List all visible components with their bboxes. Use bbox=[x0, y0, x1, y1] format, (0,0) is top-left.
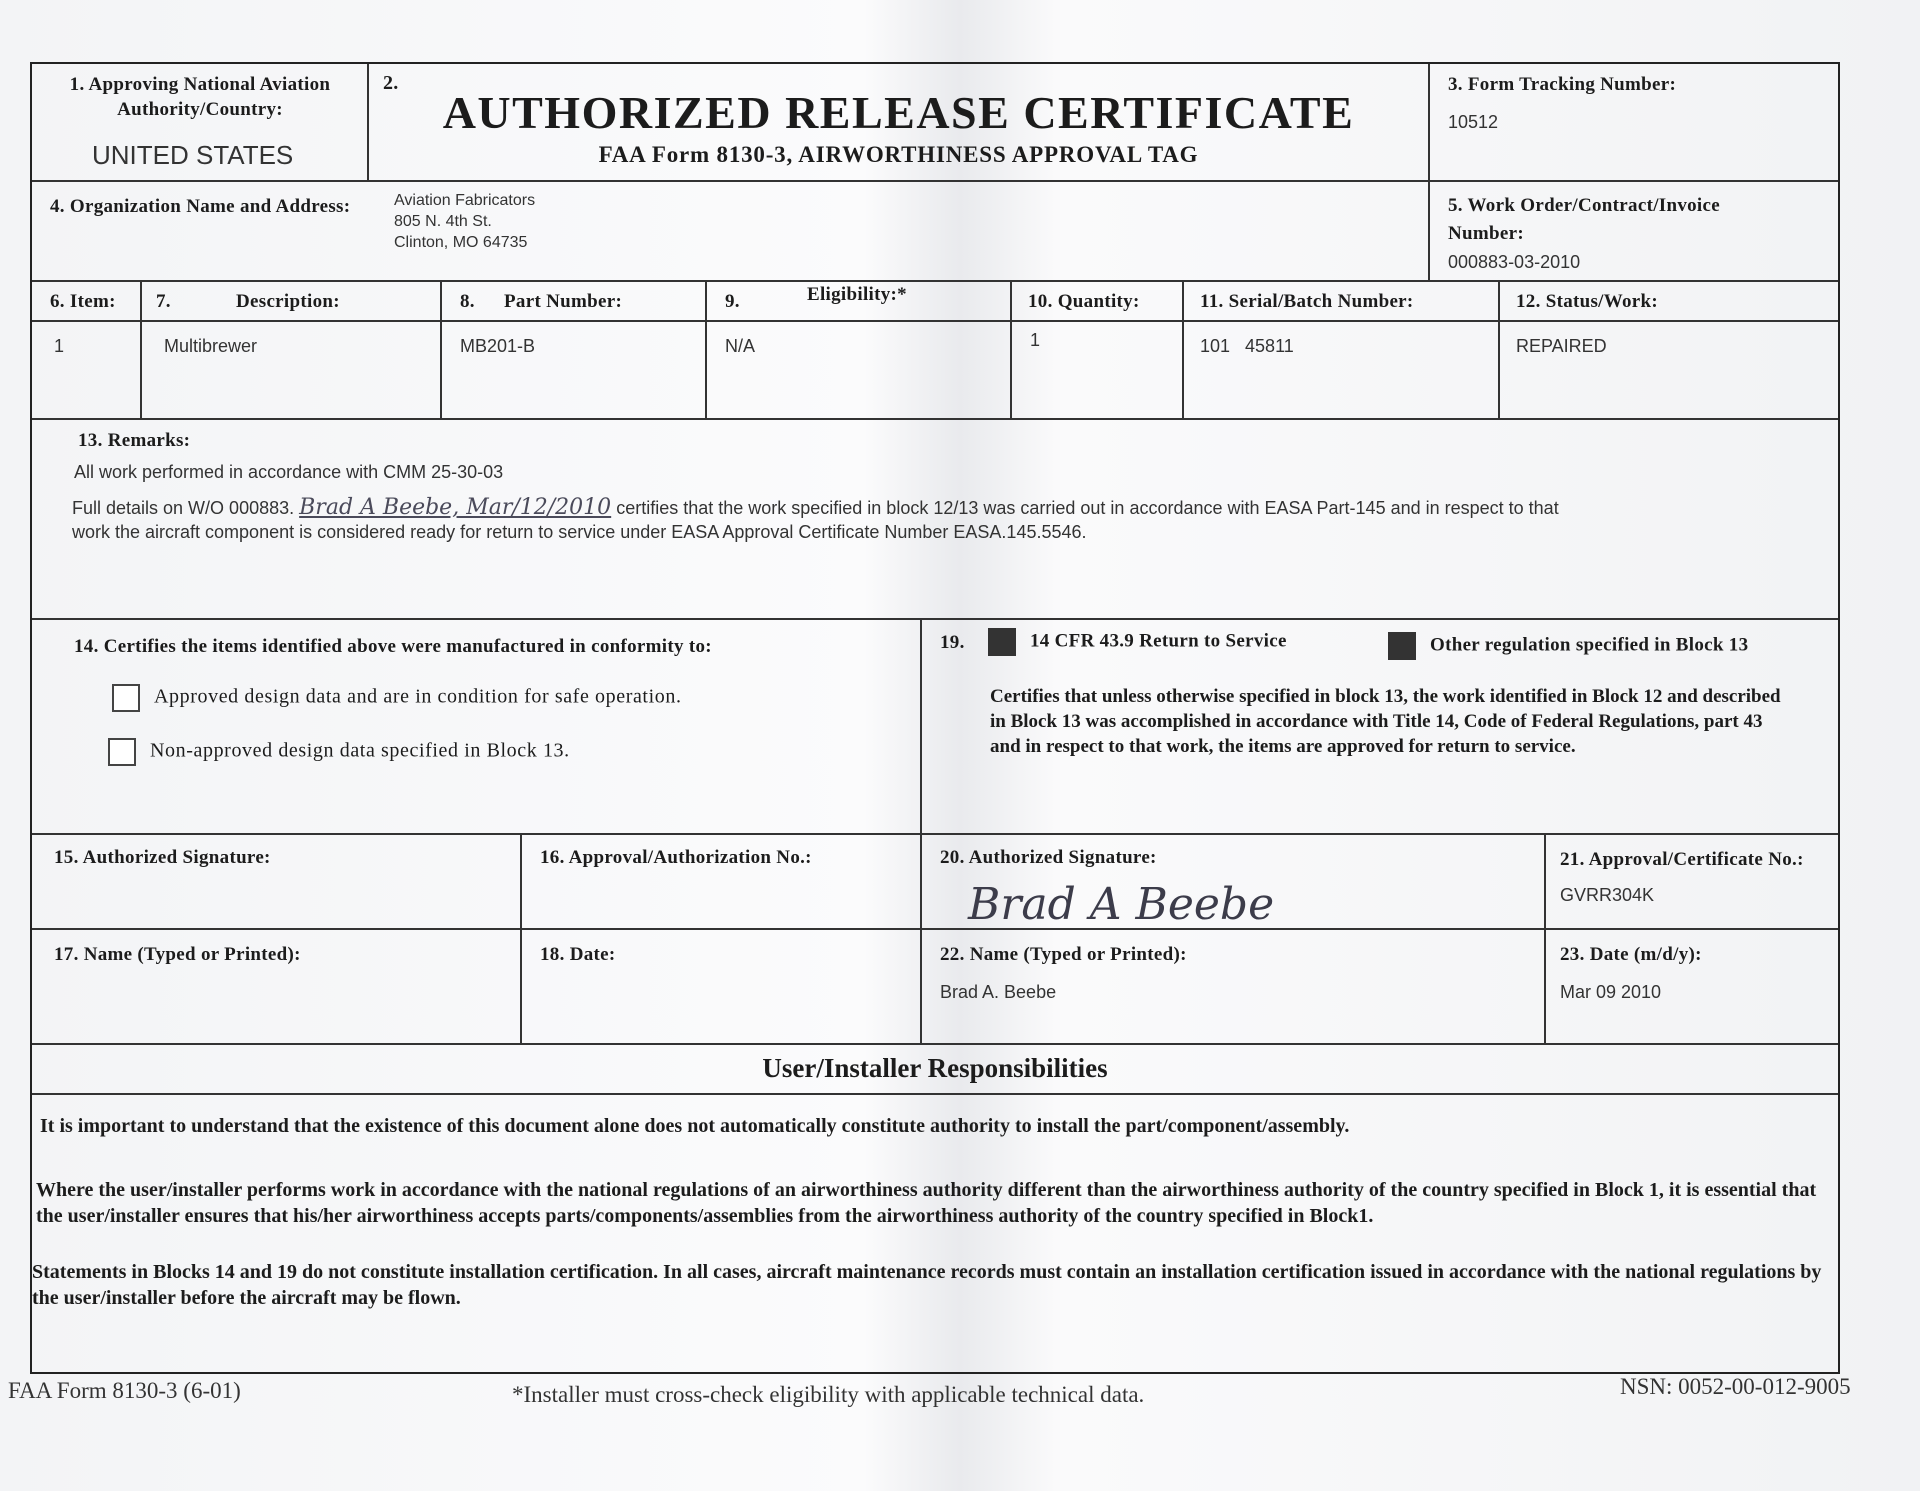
block-18-label: 18. Date: bbox=[540, 944, 616, 965]
block-3 bbox=[1430, 64, 1838, 182]
block-15 bbox=[32, 835, 522, 930]
remarks-label: 13. Remarks: bbox=[78, 430, 191, 451]
description-value: Multibrewer bbox=[164, 336, 258, 356]
return-to-service-checkbox[interactable] bbox=[988, 628, 1016, 656]
block-19 bbox=[922, 620, 1838, 835]
serial-value: 101 45811 bbox=[1200, 336, 1294, 356]
block-16-label: 16. Approval/Authorization No.: bbox=[540, 847, 812, 868]
eligibility-header-number: 9. bbox=[725, 291, 740, 312]
part-number-header: Part Number: bbox=[504, 291, 623, 312]
responsibilities-title: User/Installer Responsibilities bbox=[762, 1053, 1108, 1083]
block-5 bbox=[1430, 182, 1838, 282]
row-serial bbox=[1184, 322, 1500, 420]
block-21 bbox=[1546, 835, 1838, 930]
responsibilities-paragraph-2: Where the user/installer performs work in accordance with the national regulations of an airworthiness authority different than the airworthiness authority of the country specified in Block 1, it is essential that the user/installer ensures that his/her airworthiness accepts parts/components/assemblies from the airworthiness authority of the country specified in Block1. bbox=[36, 1179, 1817, 1227]
row-part-number bbox=[442, 322, 707, 420]
block-2-label: 2. bbox=[383, 72, 399, 94]
block-22 bbox=[922, 930, 1546, 1045]
block-1-label-line2: Authority/Country: bbox=[117, 99, 283, 120]
release-date: Mar 09 2010 bbox=[1560, 982, 1662, 1002]
item-value: 1 bbox=[54, 336, 65, 356]
block-4 bbox=[32, 182, 1430, 282]
status-value: REPAIRED bbox=[1516, 336, 1607, 356]
block-19-text: Certifies that unless otherwise specified in block 13, the work identified in Block 12 and described in Block 13 was accomplished in accordance with Title 14, Code of Federal Regulations, part 43 and in respect to that work, the items are approved for return to service. bbox=[990, 686, 1781, 757]
typed-name: Brad A. Beebe bbox=[940, 982, 1057, 1002]
block-21-label: 21. Approval/Certificate No.: bbox=[1560, 849, 1804, 870]
row-eligibility bbox=[707, 322, 1012, 420]
non-approved-design-checkbox[interactable] bbox=[108, 738, 136, 766]
header-description bbox=[142, 282, 442, 322]
block-14 bbox=[32, 620, 922, 835]
form-tracking-number: 10512 bbox=[1448, 112, 1499, 132]
approving-country: UNITED STATES bbox=[92, 140, 294, 170]
header-eligibility bbox=[707, 282, 1012, 322]
other-regulation-label: Other regulation specified in Block 13 bbox=[1430, 634, 1749, 656]
row-item bbox=[32, 322, 142, 420]
part-header-number: 8. bbox=[460, 291, 475, 312]
organization-label: 4. Organization Name and Address: bbox=[50, 196, 351, 217]
remarks-line-3: work the aircraft component is considered ready for return to service under EASA Approval Certificate Number EASA.145.5546. bbox=[72, 522, 1087, 542]
certificate-subtitle: FAA Form 8130-3, AIRWORTHINESS APPROVAL TAG bbox=[598, 142, 1199, 167]
non-approved-design-label: Non-approved design data specified in Block 13. bbox=[150, 739, 570, 762]
block-22-label: 22. Name (Typed or Printed): bbox=[940, 944, 1187, 965]
return-to-service-label: 14 CFR 43.9 Return to Service bbox=[1030, 630, 1287, 652]
eligibility-value: N/A bbox=[725, 336, 756, 356]
work-order-label-line2: Number: bbox=[1448, 223, 1524, 244]
status-header: 12. Status/Work: bbox=[1516, 291, 1659, 312]
approved-design-checkbox[interactable] bbox=[112, 684, 140, 712]
block-15-label: 15. Authorized Signature: bbox=[54, 847, 271, 868]
responsibilities-paragraph-1: It is important to understand that the existence of this document alone does not automatically constitute authority to install the part/component/assembly. bbox=[40, 1115, 1350, 1137]
row-status bbox=[1500, 322, 1838, 420]
block-1 bbox=[32, 64, 369, 182]
remarks-line-2-suffix: certifies that the work specified in block 12/13 was carried out in accordance with EASA Part-145 and in respect to that bbox=[616, 498, 1559, 518]
header-quantity bbox=[1012, 282, 1184, 322]
serial-header: 11. Serial/Batch Number: bbox=[1200, 291, 1414, 312]
block-18 bbox=[522, 930, 922, 1045]
certificate-form bbox=[30, 62, 1840, 1374]
description-header: Description: bbox=[236, 291, 340, 312]
header-serial bbox=[1184, 282, 1500, 322]
header-status bbox=[1500, 282, 1838, 322]
block-1-label-line1: 1. Approving National Aviation bbox=[69, 74, 331, 95]
other-regulation-checkbox[interactable] bbox=[1388, 632, 1416, 660]
work-order-label-line1: 5. Work Order/Contract/Invoice bbox=[1448, 195, 1720, 216]
organization-city: Clinton, MO 64735 bbox=[394, 234, 528, 251]
block-17-label: 17. Name (Typed or Printed): bbox=[54, 944, 301, 965]
item-header: 6. Item: bbox=[50, 291, 116, 312]
authorized-signature: Brad A Beebe bbox=[968, 879, 1275, 930]
block-20 bbox=[922, 835, 1546, 930]
installer-note-footer: *Installer must cross-check eligibility with applicable technical data. bbox=[512, 1382, 1145, 1407]
organization-street: 805 N. 4th St. bbox=[394, 213, 492, 230]
eligibility-header: Eligibility:* bbox=[807, 284, 907, 305]
block-20-label: 20. Authorized Signature: bbox=[940, 847, 1157, 868]
description-header-number: 7. bbox=[156, 291, 171, 312]
block-14-label: 14. Certifies the items identified above were manufactured in conformity to: bbox=[74, 636, 712, 657]
header-part-number bbox=[442, 282, 707, 322]
remarks-line-1: All work performed in accordance with CMM 25-30-03 bbox=[74, 462, 504, 482]
block-16 bbox=[522, 835, 922, 930]
nsn-footer: NSN: 0052-00-012-9005 bbox=[1620, 1374, 1851, 1399]
block-13 bbox=[32, 420, 1838, 620]
responsibilities-paragraph-3: Statements in Blocks 14 and 19 do not constitute installation certification. In all cases, aircraft maintenance records must contain an installation certification issued in accordance with the national regulations by the user/installer before the aircraft may be flown. bbox=[32, 1261, 1822, 1309]
organization-name: Aviation Fabricators bbox=[394, 192, 536, 209]
quantity-header: 10. Quantity: bbox=[1028, 291, 1140, 312]
block-19-label: 19. bbox=[940, 632, 965, 653]
header-item bbox=[32, 282, 142, 322]
block-17 bbox=[32, 930, 522, 1045]
responsibilities-section bbox=[32, 1045, 1838, 1373]
approval-certificate-number: GVRR304K bbox=[1560, 885, 1655, 905]
certificate-title: AUTHORIZED RELEASE CERTIFICATE bbox=[442, 87, 1355, 138]
form-number-footer: FAA Form 8130-3 (6-01) bbox=[8, 1378, 241, 1403]
form-tracking-label: 3. Form Tracking Number: bbox=[1448, 74, 1677, 95]
block-2 bbox=[369, 64, 1430, 182]
work-order-number: 000883-03-2010 bbox=[1448, 252, 1581, 272]
quantity-value: 1 bbox=[1030, 330, 1041, 350]
remarks-line-2-prefix: Full details on W/O 000883. bbox=[72, 498, 295, 518]
remarks-handwritten-signature: Brad A Beebe, Mar/12/2010 bbox=[299, 495, 612, 520]
approved-design-label: Approved design data and are in condition for safe operation. bbox=[154, 685, 682, 708]
row-description bbox=[142, 322, 442, 420]
row-quantity bbox=[1012, 322, 1184, 420]
part-number-value: MB201-B bbox=[460, 336, 536, 356]
block-23-label: 23. Date (m/d/y): bbox=[1560, 944, 1702, 965]
block-23 bbox=[1546, 930, 1838, 1045]
